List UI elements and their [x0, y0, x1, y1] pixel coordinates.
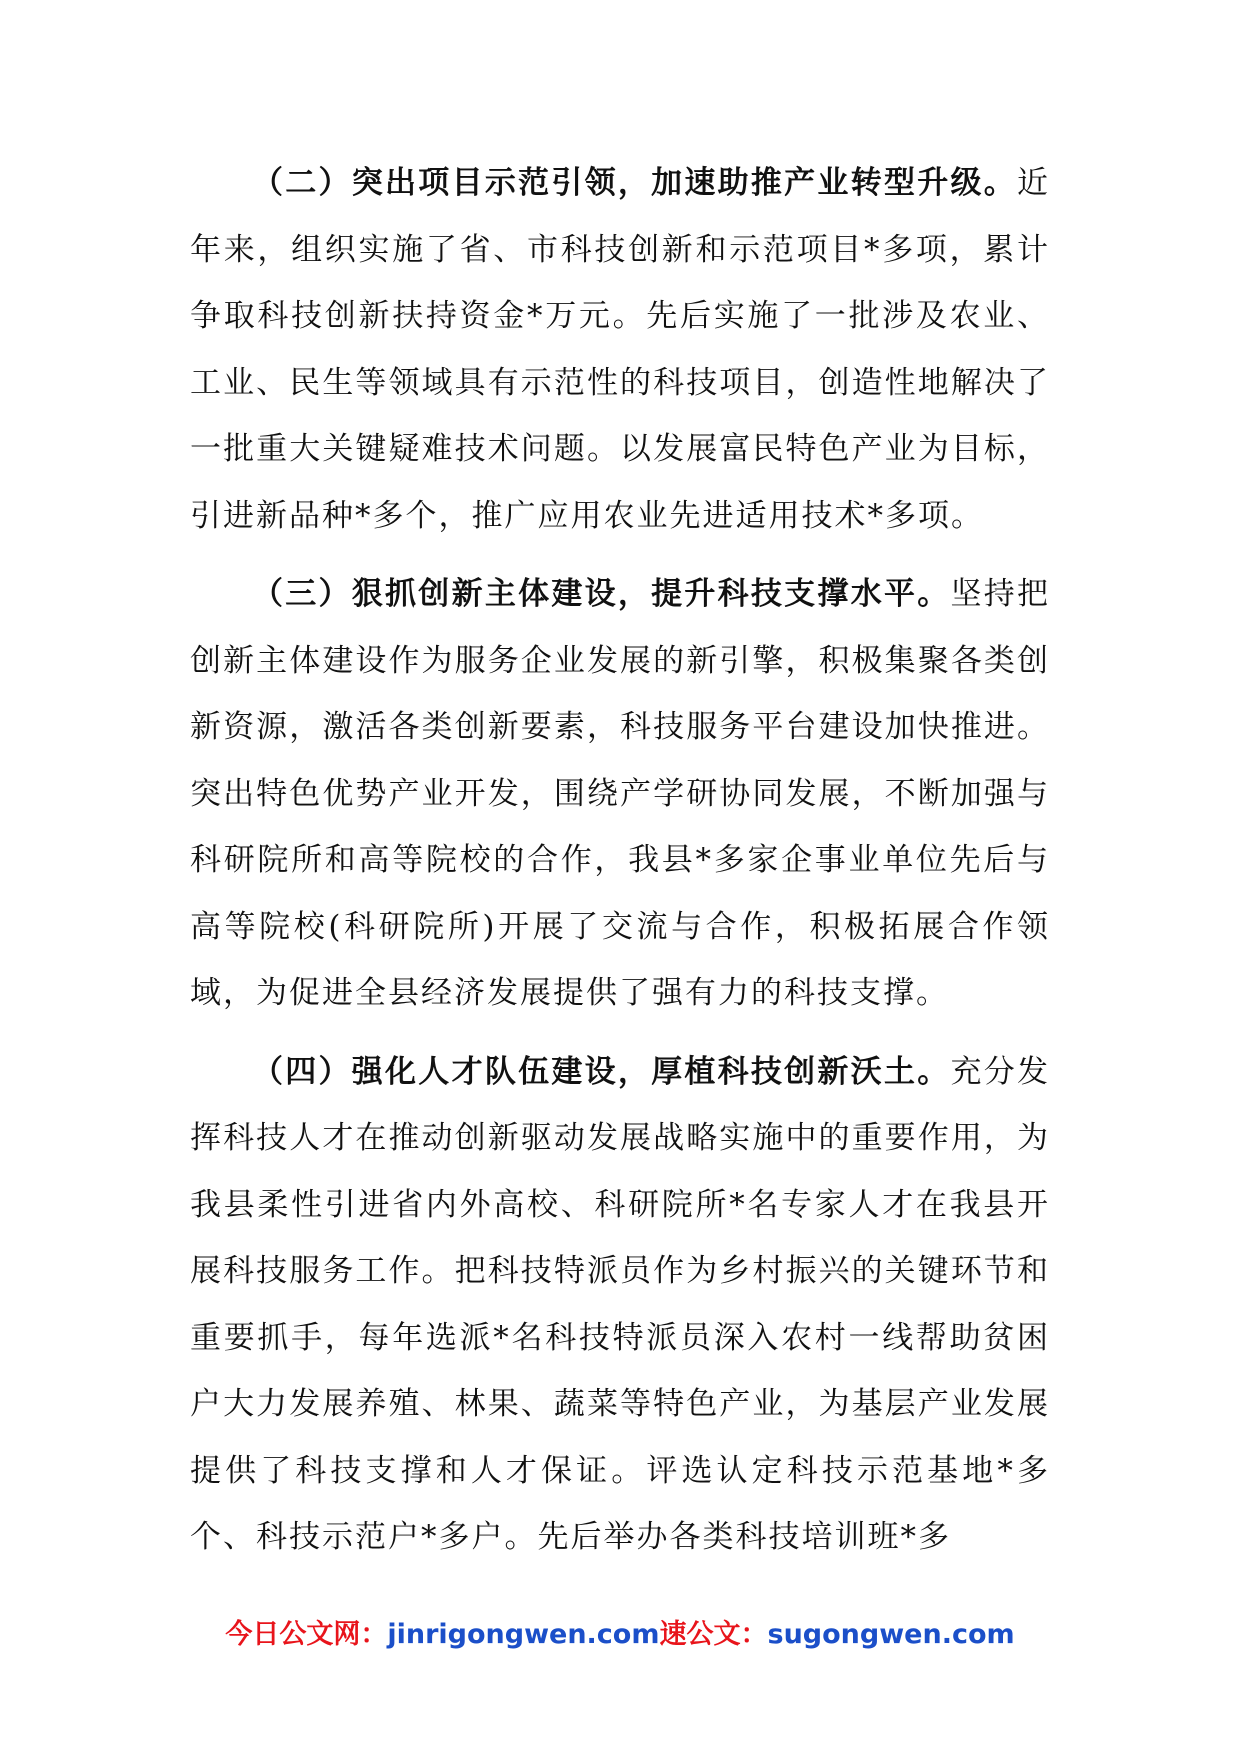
paragraph-text: 坚持把创新主体建设作为服务企业发展的新引擎，积极集聚各类创新资源，激活各类创新要素，科技服务平台建设加快推进。突出特色优势产业开发，围绕产学研协同发展，不断加强与科研院所和高等院校的合作，我县*多家企事业单位先后与高等院校(科研院所)开展了交流与合作，积极拓展合作领域，为促进全县经济发展提供了强有力的科技支撑。: [190, 576, 1051, 1011]
footer-site-link-2[interactable]: sugongwen.com: [767, 1619, 1015, 1650]
paragraph-3: [190, 561, 1050, 1027]
paragraph-heading: （二）突出项目示范引领，加速助推产业转型升级。: [252, 165, 1017, 201]
paragraph-4: [190, 1039, 1050, 1571]
paragraph-heading: （三）狠抓创新主体建设，提升科技支撑水平。: [252, 576, 951, 612]
footer-site-link[interactable]: jinrigongwen.com: [387, 1619, 660, 1650]
footer-site-label-2: 速公文：: [659, 1619, 768, 1650]
watermark-footer: [0, 1612, 1240, 1651]
footer-site-label: 今日公文网：: [225, 1619, 388, 1650]
document-body: [190, 150, 1050, 1583]
paragraph-text: 近年来，组织实施了省、市科技创新和示范项目*多项，累计争取科技创新扶持资金*万元。先后实施了一批涉及农业、工业、民生等领域具有示范性的科技项目，创造性地解决了一批重大关键疑难技术问题。以发展富民特色产业为目标，引进新品种*多个，推广应用农业先进适用技术*多项。: [190, 165, 1050, 534]
paragraph-heading: （四）强化人才队伍建设，厚植科技创新沃土。: [252, 1053, 951, 1090]
paragraph-2: [190, 150, 1050, 549]
paragraph-text: 充分发挥科技人才在推动创新驱动发展战略实施中的重要作用，为我县柔性引进省内外高校、科研院所*名专家人才在我县开展科技服务工作。把科技特派员作为乡村振兴的关键环节和重要抓手，每年选派*名科技特派员深入农村一线帮助贫困户大力发展养殖、林果、蔬菜等特色产业，为基层产业发展提供了科技支撑和人才保证。评选认定科技示范基地*多个、科技示范户*多户。先后举办各类科技培训班*多: [190, 1053, 1051, 1555]
